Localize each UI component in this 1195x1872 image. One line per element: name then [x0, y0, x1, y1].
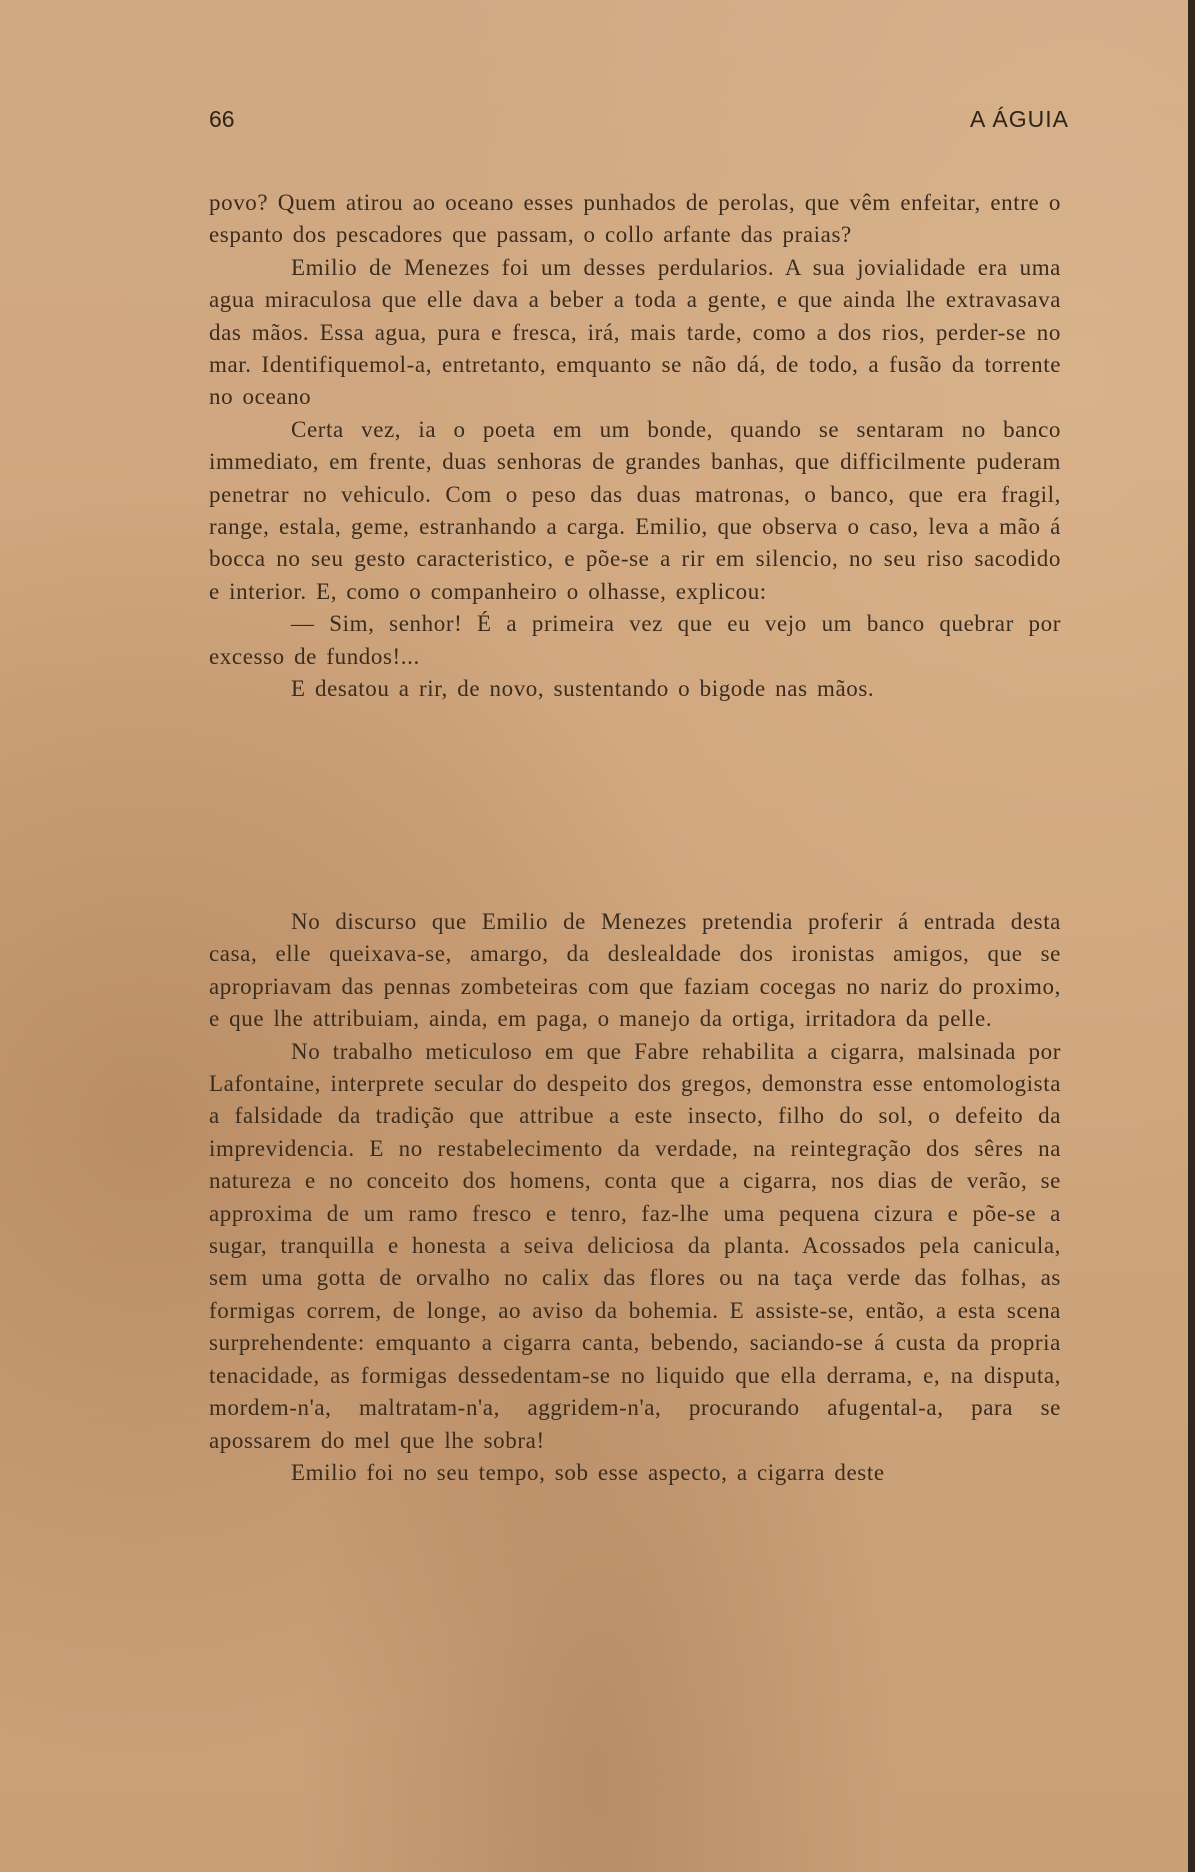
page-edge-shadow [1188, 0, 1195, 1872]
paragraph: Emilio de Menezes foi um desses perdularios. A sua jovialidade era uma agua miraculosa que elle dava a beber a toda a gente, e que ainda lhe extravasava das mãos. Essa agua, pura e fresca, irá, mais tarde, como a dos rios, perder-se no mar. Identifiquemol-a, entretanto, emquanto se não dá, de todo, a fusão da torrente no oceano [209, 254, 1061, 410]
paragraph: No trabalho meticuloso em que Fabre rehabilita a cigarra, malsinada por Lafontaine, interprete secular do despeito dos gregos, demonstra esse entomologista a falsidade da tradição que attribue a este insecto, filho do sol, o defeito da imprevidencia. E no restabelecimento da verdade, na reintegração dos sêres na natureza e no conceito dos homens, conta que a cigarra, nos dias de verão, se approxima de um ramo fresco e tenro, faz-lhe uma pequena cizura e põe-se a sugar, tranquilla e honesta a seiva deliciosa da planta. Acossados pela canicula, sem uma gotta de orvalho no calix das flores ou na taça verde das folhas, as formigas correm, de longe, ao aviso da bohemia. E assiste-se, então, a esta scena surprehendente: emquanto a cigarra canta, bebendo, saciando-se á custa da propria tenacidade, as formigas dessedentam-se no liquido que ella derrama, e, na disputa, mordem-n'a, maltratam-n'a, aggridem-n'a, procurando afugental-a, para se apossarem do mel que lhe sobra! [209, 1038, 1061, 1453]
paragraph: povo? Quem atirou ao oceano esses punhados de perolas, que vêm enfeitar, entre o espanto dos pescadores que passam, o collo arfante das praias? [209, 190, 1061, 248]
text-section-2 [209, 906, 1061, 1489]
text-section-1 [209, 187, 1061, 706]
paragraph: Certa vez, ia o poeta em um bonde, quando se sentaram no banco immediato, em frente, duas senhoras de grandes banhas, que difficilmente puderam penetrar no vehiculo. Com o peso das duas matronas, o banco, que era fragil, range, estala, geme, estranhando a carga. Emilio, que observa o caso, leva a mão á bocca no seu gesto caracteristico, e põe-se a rir em silencio, no seu riso sacodido e interior. E, como o companheiro o olhasse, explicou: [209, 416, 1061, 604]
paragraph: No discurso que Emilio de Menezes pretendia proferir á entrada desta casa, elle queixava-se, amargo, da deslealdade dos ironistas amigos, que se apropriavam das pennas zombeteiras com que faziam cocegas no nariz do proximo, e que lhe attribuiam, ainda, em paga, o manejo da ortiga, irritadora da pelle. [209, 909, 1061, 1032]
running-title: A ÁGUIA [969, 106, 1069, 132]
page-header [209, 106, 1069, 140]
paragraph: — Sim, senhor! É a primeira vez que eu vejo um banco quebrar por excesso de fundos!... [209, 611, 1061, 669]
paragraph: Emilio foi no seu tempo, sob esse aspecto, a cigarra deste [291, 1459, 885, 1485]
page-number: 66 [209, 106, 235, 132]
paragraph: E desatou a rir, de novo, sustentando o bigode nas mãos. [291, 676, 875, 702]
